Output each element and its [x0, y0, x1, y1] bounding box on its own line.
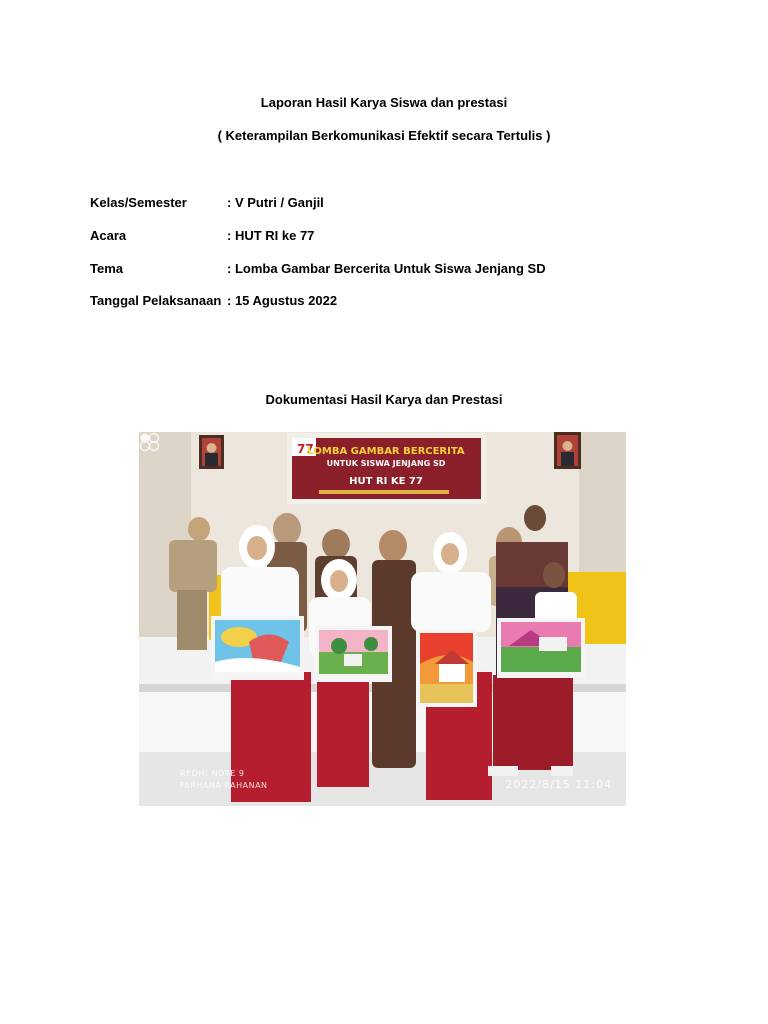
field-value: : 15 Agustus 2022	[227, 293, 338, 308]
banner-line-2: UNTUK SISWA JENJANG SD	[326, 459, 446, 468]
field-label: Tanggal Pelaksanaan	[90, 293, 222, 308]
camera-watermark-logo-icon	[139, 432, 161, 452]
photo-illustration	[139, 432, 626, 806]
portrait-frame-right	[554, 432, 581, 469]
watermark-owner: FARHANA RAHANAN	[180, 781, 268, 790]
drawing-4	[497, 618, 585, 678]
document-title: Laporan Hasil Karya Siswa dan prestasi	[260, 95, 508, 110]
field-value: : Lomba Gambar Bercerita Untuk Siswa Jenjang SD	[227, 261, 546, 276]
banner-line-3: HUT RI KE 77	[349, 476, 423, 487]
drawing-1	[211, 616, 304, 680]
drawing-3	[416, 629, 477, 707]
field-value: : HUT RI ke 77	[227, 228, 315, 243]
field-value: : V Putri / Ganjil	[227, 195, 324, 210]
banner-line-1: LOMBA GAMBAR BERCERITA	[307, 446, 465, 457]
watermark-device: REDMI NOTE 9	[180, 769, 245, 778]
portrait-frame-left	[199, 435, 224, 469]
section-title: Dokumentasi Hasil Karya dan Prestasi	[265, 392, 503, 407]
event-banner	[287, 433, 486, 504]
drawing-2	[315, 626, 392, 682]
field-label: Acara	[90, 228, 127, 243]
watermark-datetime: 2022/8/15 11:04	[505, 778, 612, 791]
documentation-photo	[139, 432, 626, 806]
field-label: Tema	[90, 261, 123, 276]
document-subtitle: ( Keterampilan Berkomunikasi Efektif secara Tertulis )	[217, 128, 551, 143]
field-label: Kelas/Semester	[90, 195, 187, 210]
banner-number: 77	[297, 442, 314, 456]
